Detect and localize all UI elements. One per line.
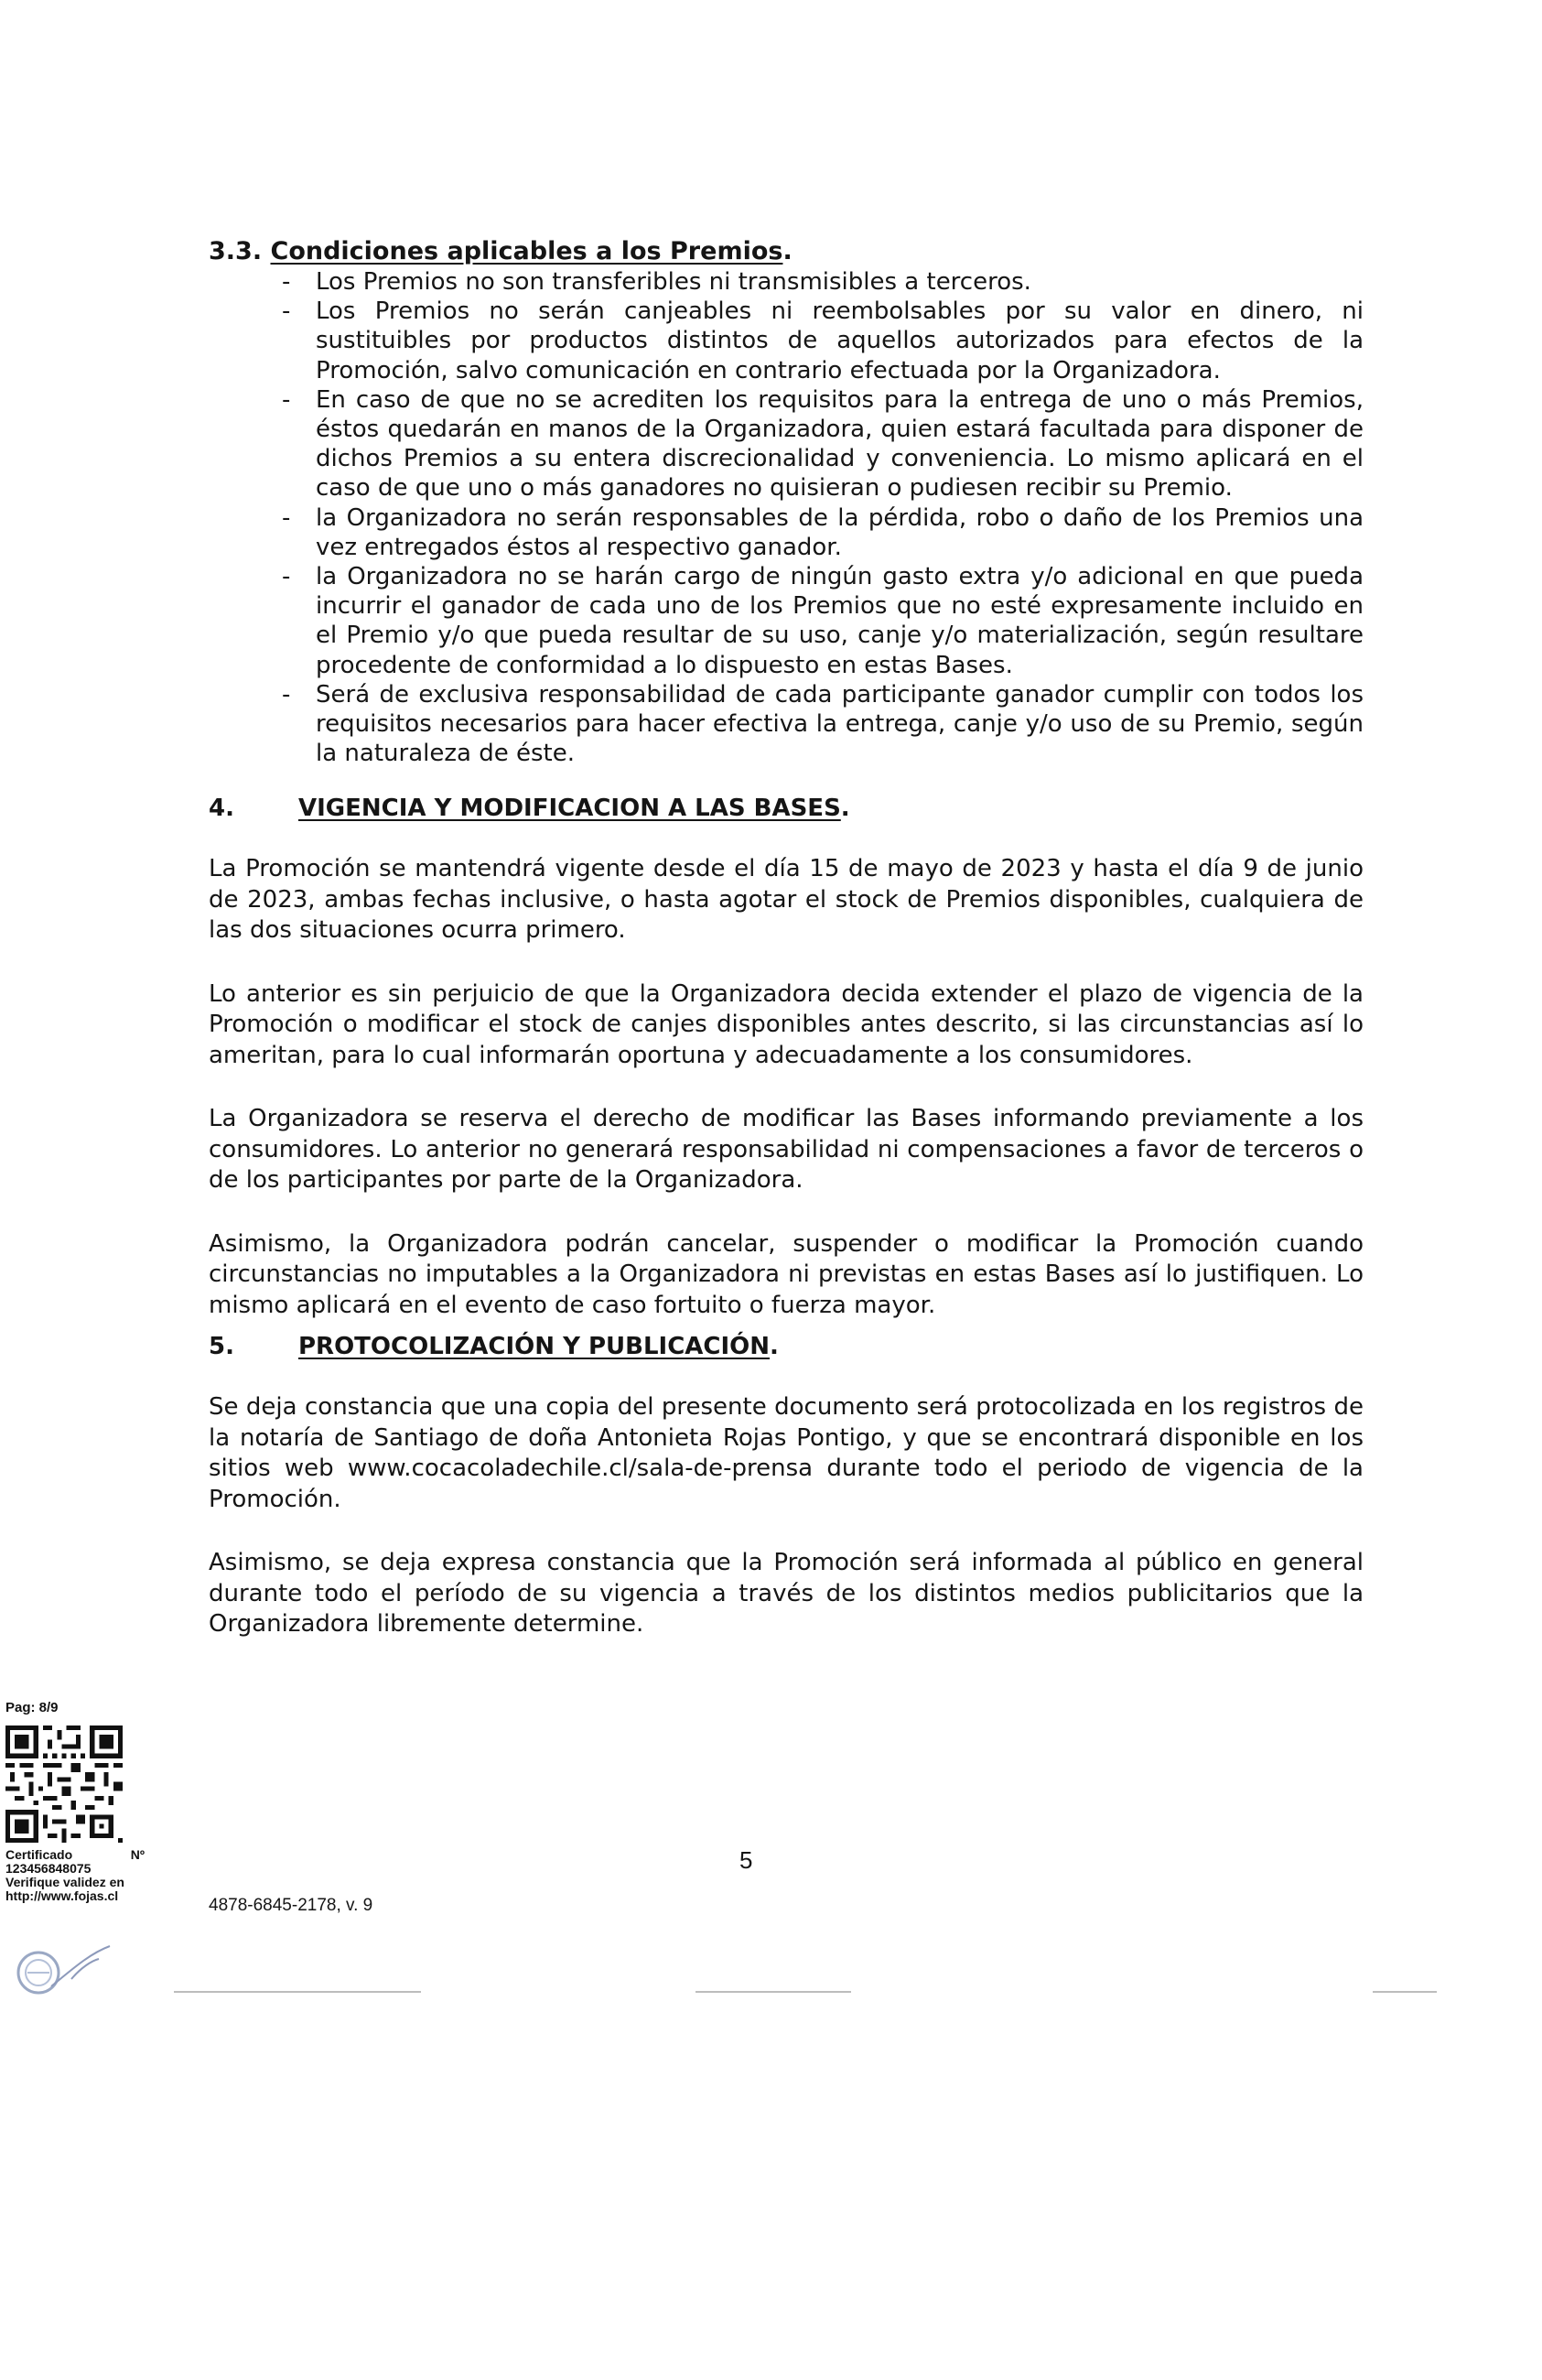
dash-bullet: - bbox=[282, 503, 291, 532]
list-item bbox=[209, 297, 1364, 385]
notary-stamp-icon bbox=[7, 1942, 135, 1997]
dash-bullet: - bbox=[282, 298, 291, 326]
certificate-verify-text: Verifique validez en bbox=[5, 1875, 124, 1889]
list-item bbox=[209, 267, 1364, 297]
heading-period: . bbox=[840, 795, 850, 823]
list-item-text: la Organizadora no se harán cargo de ningún gasto extra y/o adicional en que pueda incurrir el ganador de cada uno de los Premios que no esté expresamente incluido en el Premio y/o que pueda resultar de su uso, canje y/o materialización, según resultare procedente de conformidad a lo dispuesto en estas Bases. bbox=[316, 563, 1364, 679]
section-number: 5. bbox=[209, 1333, 234, 1361]
certificate-row bbox=[5, 1848, 145, 1862]
paragraph: La Promoción se mantendrá vigente desde el día 15 de mayo de 2023 y hasta el día 9 de junio de 2023, ambas fechas inclusive, o hasta agotar el stock de Premios disponibles, cualquiera de las dos situaciones ocurra primero. bbox=[209, 855, 1364, 945]
premios-conditions-list bbox=[209, 267, 1364, 768]
list-item-text: Será de exclusiva responsabilidad de cada participante ganador cumplir con todos los requisitos necesarios para hacer efectiva la entrega, canje y/o uso de su Premio, según la naturaleza de éste. bbox=[316, 680, 1364, 768]
paragraph: Asimismo, se deja expresa constancia que la Promoción será informada al público en general durante todo el período de su vigencia a través de los distintos medios publicitarios que la Organizadora libremente determine. bbox=[209, 1549, 1364, 1639]
paragraph: Asimismo, la Organizadora podrán cancelar, suspender o modificar la Promoción cuando circunstancias no imputables a la Organizadora ni previstas en estas Bases así lo justifiquen. Lo mismo aplicará en el evento de caso fortuito o fuerza mayor. bbox=[209, 1229, 1364, 1319]
list-item-text: la Organizadora no serán responsables de la pérdida, robo o daño de los Premios una vez entregados éstos al respectivo ganador. bbox=[316, 503, 1364, 561]
certificate-no-label: Nº bbox=[130, 1847, 145, 1862]
scan-artifact bbox=[696, 1991, 851, 1993]
spacer bbox=[209, 1515, 1364, 1548]
list-item bbox=[209, 503, 1364, 562]
scan-artifact bbox=[1373, 1991, 1437, 1993]
dash-bullet: - bbox=[282, 268, 291, 296]
paragraph: La Organizadora se reserva el derecho de modificar las Bases informando previamente a los consumidores. Lo anterior no generará responsabilidad ni compensaciones a favor de terceros o de los participantes por parte de la Organizadora. bbox=[209, 1105, 1364, 1195]
list-item-text: Los Premios no son transferibles ni transmisibles a terceros. bbox=[316, 268, 1031, 296]
certificate-number: 123456848075 bbox=[5, 1861, 92, 1876]
spacer bbox=[209, 1321, 1364, 1332]
heading-period: . bbox=[782, 237, 793, 265]
spacer bbox=[209, 823, 1364, 854]
list-item-text: En caso de que no se acrediten los requisitos para la entrega de uno o más Premios, éstos quedarán en manos de la Organizadora, quien estará facultada para disponer de dichos Premios a su entera discrecionalidad y conveniencia. Lo mismo aplicará en el caso de que uno o más ganadores no quisieran o pudiesen recibir su Premio. bbox=[316, 385, 1364, 503]
spacer bbox=[209, 947, 1364, 979]
paragraph: Se deja constancia que una copia del presente documento será protocolizada en los registros de la notaría de Santiago de doña Antonieta Rojas Pontigo, y que se encontrará disponible en los sitios web www.cocacoladechile.cl/sala-de-prensa durante todo el periodo de vigencia de la Promoción. bbox=[209, 1393, 1364, 1513]
spacer bbox=[209, 1196, 1364, 1229]
paragraph: Lo anterior es sin perjuicio de que la Organizadora decida extender el plazo de vigencia de la Promoción o modificar el stock de canjes disponibles antes descrito, si las circunstancias así lo ameritan, para lo cual informarán oportuna y adecuadamente a los consumidores. bbox=[209, 979, 1364, 1069]
section-title: VIGENCIA Y MODIFICACION A LAS BASES bbox=[298, 795, 841, 823]
spacer bbox=[209, 1361, 1364, 1392]
certificate-label: Certificado bbox=[5, 1847, 73, 1862]
page-number: 5 bbox=[739, 1846, 753, 1874]
scan-artifact bbox=[174, 1991, 421, 1993]
list-item-text: Los Premios no serán canjeables ni reembolsables por su valor en dinero, ni sustituibles por productos distintos de aquellos autorizados para efectos de la Promoción, salvo comunicación en contrario efectuada por la Organizadora. bbox=[316, 298, 1364, 384]
dash-bullet: - bbox=[282, 385, 291, 414]
list-item bbox=[209, 680, 1364, 769]
dash-bullet: - bbox=[282, 563, 291, 591]
dash-bullet: - bbox=[282, 680, 291, 709]
document-reference: 4878-6845-2178, v. 9 bbox=[209, 1896, 373, 1915]
certificate-page-label: Pag: 8/9 bbox=[5, 1700, 59, 1715]
heading-period: . bbox=[770, 1333, 779, 1361]
section-number: 3.3. bbox=[209, 237, 263, 265]
section-title: Condiciones aplicables a los Premios bbox=[270, 237, 783, 265]
section-number: 4. bbox=[209, 795, 234, 823]
certificate-block bbox=[5, 1701, 152, 1903]
section-5-heading bbox=[209, 1332, 1364, 1361]
document-body bbox=[209, 236, 1364, 1640]
list-item bbox=[209, 385, 1364, 503]
list-item bbox=[209, 562, 1364, 680]
section-title: PROTOCOLIZACIÓN Y PUBLICACIÓN bbox=[298, 1333, 771, 1361]
certificate-url-link[interactable]: http://www.fojas.cl bbox=[5, 1888, 119, 1903]
qr-code-icon bbox=[5, 1726, 123, 1843]
section-3-3-heading bbox=[209, 236, 1364, 267]
spacer bbox=[209, 768, 1364, 794]
section-4-heading bbox=[209, 794, 1364, 823]
spacer bbox=[209, 1071, 1364, 1104]
